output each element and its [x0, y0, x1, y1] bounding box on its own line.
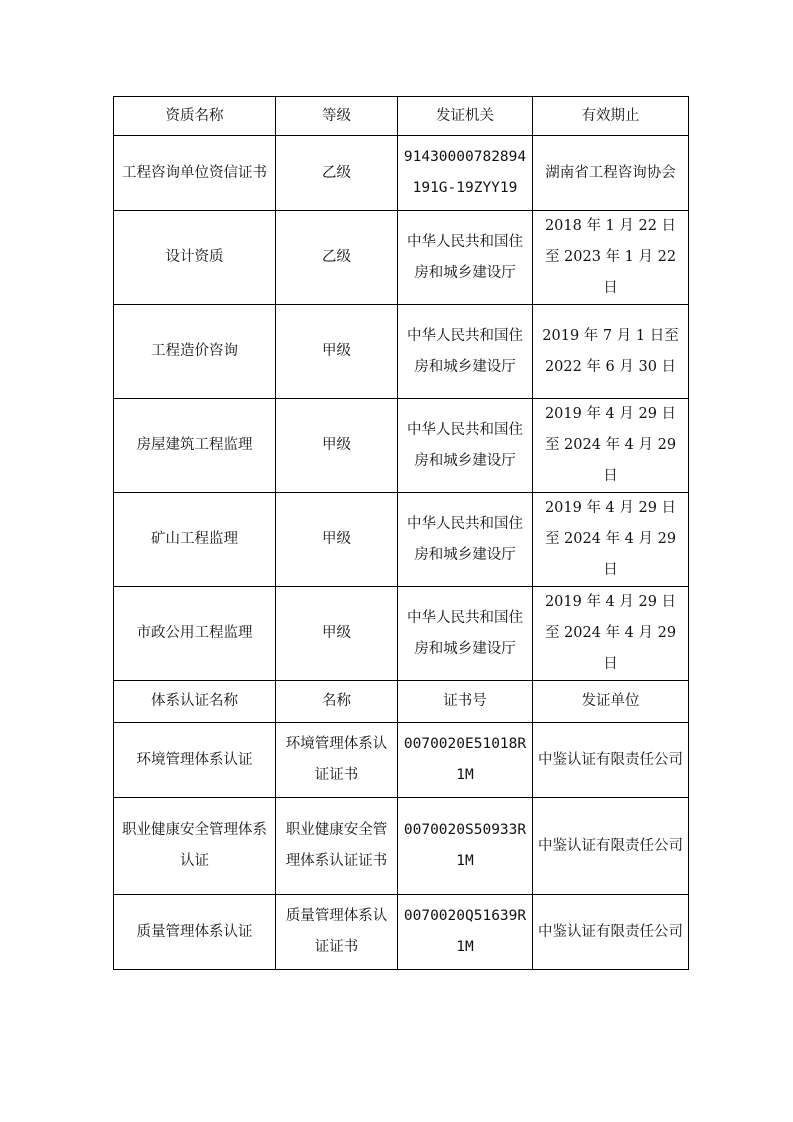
- grade-cell: 乙级: [276, 211, 398, 305]
- certificate-number-cell: 0070020S50933R1M: [398, 798, 533, 895]
- qualification-name-cell: 设计资质: [114, 211, 276, 305]
- grade-cell: 甲级: [276, 305, 398, 399]
- certification-header-row: [114, 681, 689, 723]
- qualification-header-row: [114, 97, 689, 136]
- header-issuing-unit: 发证单位: [533, 681, 689, 723]
- valid-until-cell: 湖南省工程咨询协会: [533, 136, 689, 211]
- grade-cell: 甲级: [276, 587, 398, 681]
- header-valid-until: 有效期止: [533, 97, 689, 136]
- grade-cell: 甲级: [276, 493, 398, 587]
- header-certificate-number: 证书号: [398, 681, 533, 723]
- header-issuing-authority: 发证机关: [398, 97, 533, 136]
- table-row: [114, 493, 689, 587]
- qualification-name-cell: 市政公用工程监理: [114, 587, 276, 681]
- valid-until-cell: 2019 年 7 月 1 日至 2022 年 6 月 30 日: [533, 305, 689, 399]
- qualification-name-cell: 房屋建筑工程监理: [114, 399, 276, 493]
- grade-cell: 甲级: [276, 399, 398, 493]
- header-name: 名称: [276, 681, 398, 723]
- certification-name-cell: 环境管理体系认证: [114, 723, 276, 798]
- header-grade: 等级: [276, 97, 398, 136]
- issuing-unit-cell: 中鉴认证有限责任公司: [533, 723, 689, 798]
- certificate-number-cell: 0070020Q51639R1M: [398, 895, 533, 970]
- table-row: [114, 211, 689, 305]
- issuing-authority-cell: 中华人民共和国住房和城乡建设厅: [398, 493, 533, 587]
- issuing-unit-cell: 中鉴认证有限责任公司: [533, 798, 689, 895]
- table-row: [114, 798, 689, 895]
- valid-until-cell: 2018 年 1 月 22 日至 2023 年 1 月 22 日: [533, 211, 689, 305]
- certification-name-cell: 职业健康安全管理体系认证: [114, 798, 276, 895]
- header-certification-name: 体系认证名称: [114, 681, 276, 723]
- qualification-name-cell: 矿山工程监理: [114, 493, 276, 587]
- issuing-authority-cell: 中华人民共和国住房和城乡建设厅: [398, 211, 533, 305]
- table-row: [114, 399, 689, 493]
- qualification-table: [113, 96, 689, 970]
- certificate-title-cell: 职业健康安全管理体系认证证书: [276, 798, 398, 895]
- valid-until-cell: 2019 年 4 月 29 日至 2024 年 4 月 29 日: [533, 493, 689, 587]
- table-row: [114, 305, 689, 399]
- table-row: [114, 723, 689, 798]
- table-row: [114, 587, 689, 681]
- issuing-unit-cell: 中鉴认证有限责任公司: [533, 895, 689, 970]
- issuing-authority-cell: 中华人民共和国住房和城乡建设厅: [398, 399, 533, 493]
- issuing-authority-cell: 中华人民共和国住房和城乡建设厅: [398, 305, 533, 399]
- issuing-authority-cell: 中华人民共和国住房和城乡建设厅: [398, 587, 533, 681]
- table-row: [114, 136, 689, 211]
- valid-until-cell: 2019 年 4 月 29 日至 2024 年 4 月 29 日: [533, 587, 689, 681]
- table-row: [114, 895, 689, 970]
- certificate-title-cell: 环境管理体系认证证书: [276, 723, 398, 798]
- grade-cell: 乙级: [276, 136, 398, 211]
- header-qualification-name: 资质名称: [114, 97, 276, 136]
- certificate-number-cell: 0070020E51018R1M: [398, 723, 533, 798]
- qualification-name-cell: 工程咨询单位资信证书: [114, 136, 276, 211]
- qualification-name-cell: 工程造价咨询: [114, 305, 276, 399]
- certificate-title-cell: 质量管理体系认证证书: [276, 895, 398, 970]
- certification-name-cell: 质量管理体系认证: [114, 895, 276, 970]
- valid-until-cell: 2019 年 4 月 29 日至 2024 年 4 月 29 日: [533, 399, 689, 493]
- issuing-authority-cell: 91430000782894191G-19ZYY19: [398, 136, 533, 211]
